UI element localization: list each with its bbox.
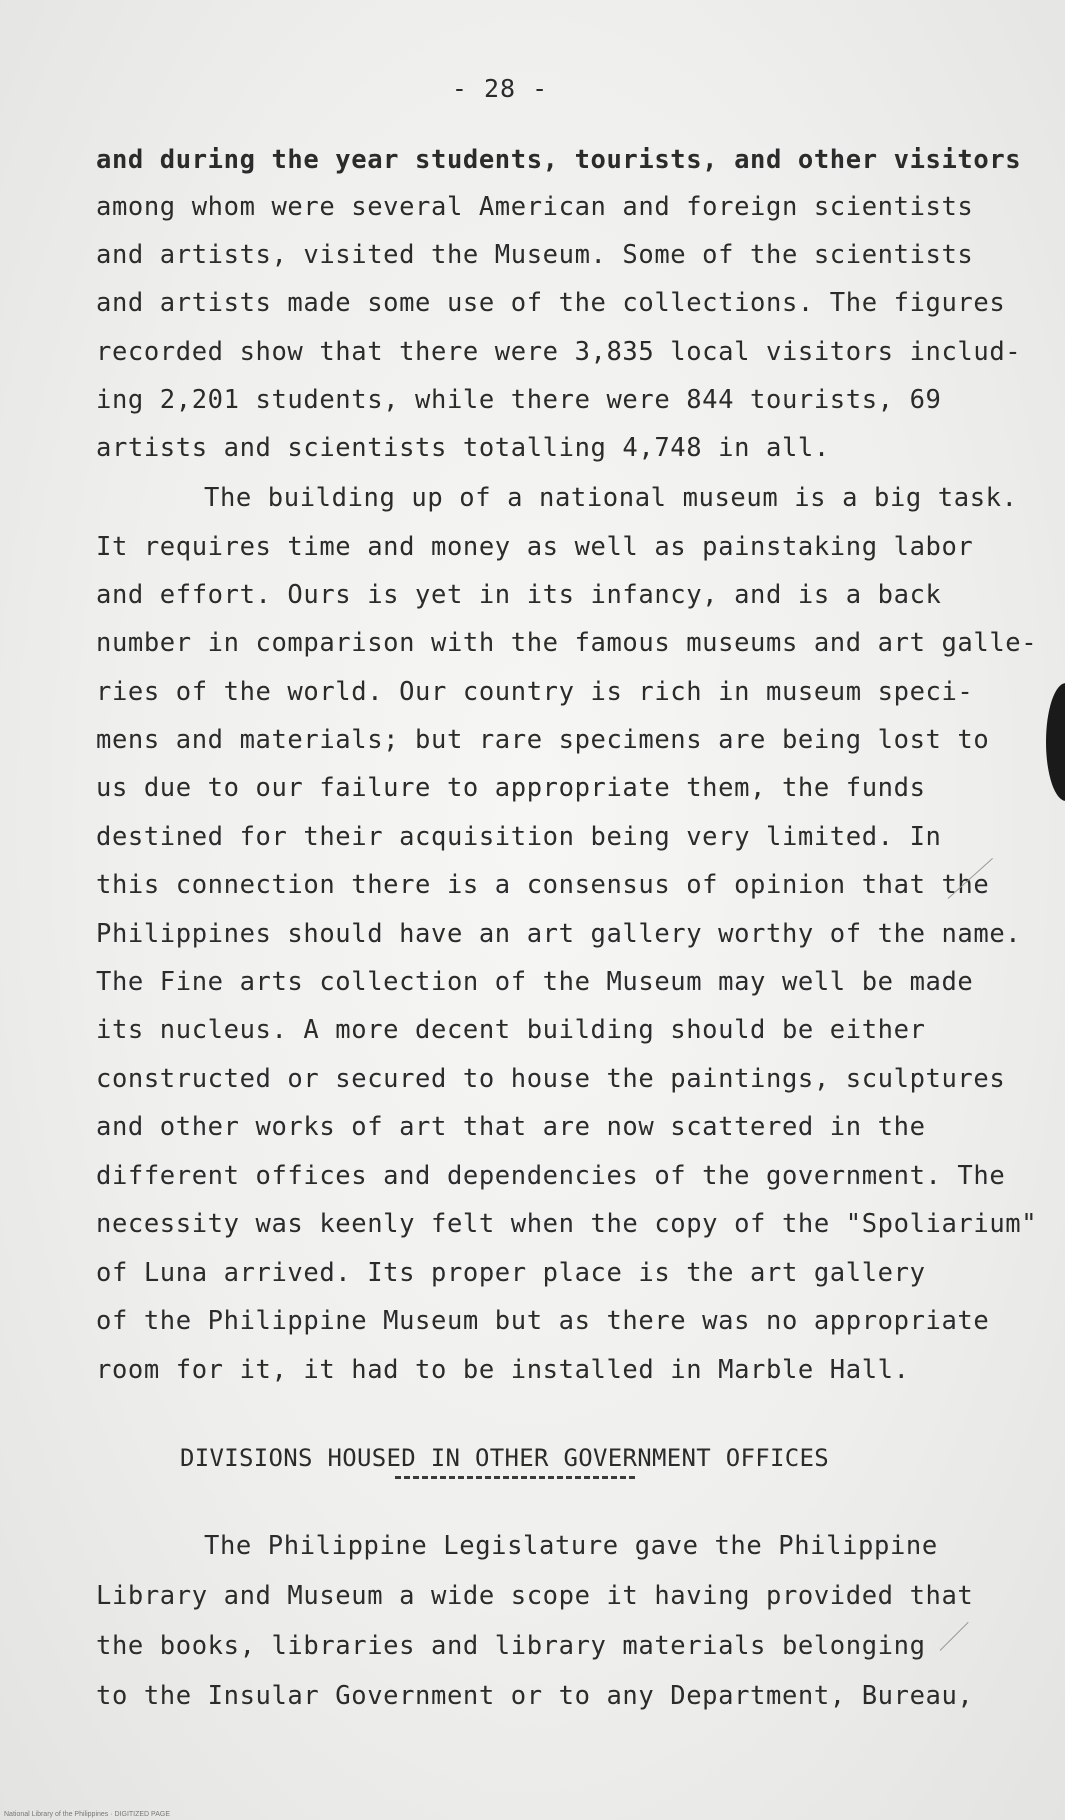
paragraph-line: Library and Museum a wide scope it having provided that xyxy=(96,1581,974,1611)
section-heading: DIVISIONS HOUSED IN OTHER GOVERNMENT OFFICES xyxy=(180,1444,829,1472)
pencil-mark xyxy=(940,1622,969,1651)
paragraph-line: us due to our failure to appropriate them, the funds xyxy=(96,773,926,803)
paragraph-line: The Philippine Legislature gave the Philippine xyxy=(204,1531,938,1561)
paragraph-line: and during the year students, tourists, and other visitors xyxy=(96,145,1022,175)
paragraph-line: room for it, it had to be installed in Marble Hall. xyxy=(96,1355,910,1385)
paragraph-line: and artists made some use of the collections. The figures xyxy=(96,288,1006,318)
paragraph-line: Philippines should have an art gallery worthy of the name. xyxy=(96,919,1022,949)
paragraph-line: different offices and dependencies of the government. The xyxy=(96,1161,1006,1191)
page-number: - 28 - xyxy=(451,74,549,103)
paragraph-line: The building up of a national museum is a big task. xyxy=(204,483,1018,513)
paragraph-line: destined for their acquisition being very limited. In xyxy=(96,822,942,852)
paragraph-line: its nucleus. A more decent building should be either xyxy=(96,1015,926,1045)
binding-shadow xyxy=(1046,683,1065,801)
paragraph-line: artists and scientists totalling 4,748 in all. xyxy=(96,433,830,463)
footer-credit: National Library of the Philippines · DIGITIZED PAGE xyxy=(4,1811,170,1818)
heading-underline xyxy=(395,1476,635,1479)
paragraph-line: and effort. Ours is yet in its infancy, and is a back xyxy=(96,580,942,610)
paragraph-line: of the Philippine Museum but as there was no appropriate xyxy=(96,1306,990,1336)
paragraph-line: ing 2,201 students, while there were 844 tourists, 69 xyxy=(96,385,942,415)
paragraph-line: It requires time and money as well as painstaking labor xyxy=(96,532,974,562)
paragraph-line: mens and materials; but rare specimens are being lost to xyxy=(96,725,990,755)
paragraph-line: The Fine arts collection of the Museum may well be made xyxy=(96,967,974,997)
paragraph-line: to the Insular Government or to any Department, Bureau, xyxy=(96,1681,974,1711)
paragraph-line: the books, libraries and library materials belonging xyxy=(96,1631,926,1661)
paragraph-line: recorded show that there were 3,835 local visitors includ- xyxy=(96,337,1022,367)
paragraph-line: of Luna arrived. Its proper place is the art gallery xyxy=(96,1258,926,1288)
paragraph-line: number in comparison with the famous museums and art galle- xyxy=(96,628,1038,658)
paragraph-line: ries of the world. Our country is rich in museum speci- xyxy=(96,677,974,707)
paragraph-line: and artists, visited the Museum. Some of the scientists xyxy=(96,240,974,270)
paragraph-line: and other works of art that are now scattered in the xyxy=(96,1112,926,1142)
paragraph-line: necessity was keenly felt when the copy of the "Spoliarium" xyxy=(96,1209,1038,1239)
paragraph-line: this connection there is a consensus of opinion that the xyxy=(96,870,990,900)
paragraph-line: constructed or secured to house the paintings, sculptures xyxy=(96,1064,1006,1094)
paragraph-line: among whom were several American and foreign scientists xyxy=(96,192,974,222)
